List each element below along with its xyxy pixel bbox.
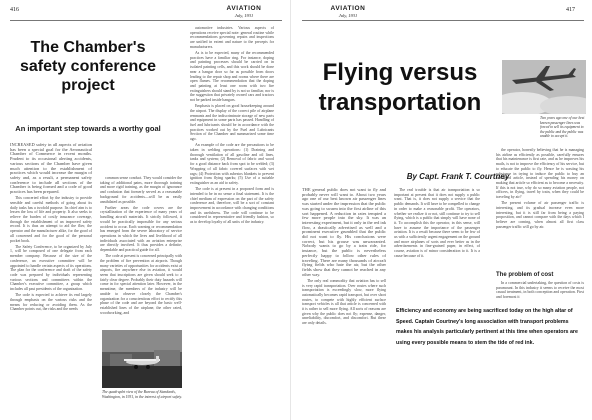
- left-col3-paragraph: As is to be expected, many of the recommended practices have a familiar ring. For instance, doping and painting processes should be carried on in isolated painting cells, and this work should be done near a hangar door so far as possible from doors leading to the repair shop and rooms where there are open flames. The recommendation that the doping and painting at least one room with two fire extinguishers should stand by is not so familiar, nor is the suggestion that privately owned cars and tractors not be parked inside hangars.: [190, 51, 274, 103]
- left-header-date: July, 1931: [234, 13, 254, 18]
- left-col1-paragraph: This concerted effort by the industry to provide sensible and careful methods of going about its daily tasks has a twofold purpose. Its chief aim is to lessen the loss of life and property. It also seeks to relieve the burden of costly insurance coverage, through the establishment of an improved safety record. It is thus an attempt to aid the flier, the operator and the manufacturer alike, for the good of all concerned and for the good of the personal pocket book.: [10, 196, 92, 243]
- right-page-number: 417: [566, 7, 575, 13]
- left-col1-paragraph: The Safety Conference, to be organized by July 1, will be composed of one delegate from each member company. Because of the size of the conference, an executive committee will be appointed to handle certain aspects of its operations. The plan for the conference and draft of the safety code was prepared by individuals representing various sections and committees within the Chamber's executive committee, a group which includes all past presidents of the organization.: [10, 244, 92, 292]
- article-callout: Efficiency and economy are being sacrificed today on the high altar of Speed. Captain Courtney's long association with transport problems makes his analysis particularly pertinent at this time when operators are using every possible means to stem the tide of red ink.: [396, 308, 578, 346]
- left-title-line-2: safety conference: [19, 58, 157, 75]
- left-col3-paragraph: Emphasis is placed on good housekeeping around the airport. The display of the correct pile of airplane remnants and the indiscriminate storage of new parts and equipment in some parts has passed. Handling of fuel and lubricants should be in accordance with the practices worked out by the Fuel and Lubricants Section of the Chamber and summarized some time ago.: [190, 104, 274, 142]
- left-article-title: [8, 38, 168, 95]
- left-header-rule: [10, 20, 282, 21]
- right-column-2: [394, 188, 480, 280]
- left-col1-paragraph: The code is expected to achieve its end largely through emphasis on the various risks and the means for reducing or avoiding them. As the Chamber points out, the risks and the needs: [10, 293, 92, 312]
- left-column-2: [100, 176, 182, 326]
- right-title-line-2: transportation: [318, 89, 482, 116]
- right-col1-paragraph: The only real commodity that aviation has to sell is very rapid transportation. Over routes where such transportation is exceedingly slow, more flying automatically becomes rapid transport, but over short routes, to compete with highly efficient surface transport vehicles is all that article is concerned with it is rather to sell more flying. All sorts of reasons are given why the public does not fly; expense, danger, unreliability, discomfort, and discomfort. But these are only details.: [302, 278, 386, 326]
- left-running-header: AVIATION: [226, 5, 262, 12]
- page-gutter: [290, 0, 291, 420]
- right-column-3-continued: [496, 281, 584, 305]
- section-heading: The problem of cost: [496, 272, 554, 278]
- left-col3-paragraph: The code is at present in a proposed form and is intended to be in no sense a final statement. It is the chief medium of expression on the part of the safety conference and, therefore, will be a sort of constant improvement in accordance with changing conditions and its usefulness. The code will continue to be considered in representative and friendly fashion, so as to develop loyalty of all units of the industry.: [190, 187, 274, 225]
- right-header-rule: [302, 20, 584, 21]
- right-column-1: [302, 188, 386, 410]
- left-article-subtitle: An important step towards a worthy goal: [15, 124, 161, 133]
- left-col1-paragraph: INCREASED safety in all aspects of aviation has been a special goal for the Aeronautical Chamber of Commerce in recent months. Prudent to its occasional alerting accidents, various sections of the Chamber have given much attention to the establishment of practices which would increase the margin of safety and, as a result, a permanent safety conference to include all sections of the Chamber is being formed and a code of good practices has been prepared.: [10, 143, 92, 195]
- left-col2-paragraph: common sense conduct. They would consider the taking of additional pains, more thorough training and more rigid training, as the margin of ignorance and confusion that formerly served as a reasonable background for accidents—will be as easily annihilated as possible.: [100, 176, 182, 204]
- right-col3-paragraph: the operator, honestly believing that he is managing his airline as efficiently as possible, carefully ensures that his maintenance is first rate, and as he improves his mails, is not to improve the efficiency of his service, but to educate the public to fly. Hence he is wasting his substance in trying to induce the public to buy an unwanted article, instead of spending his money on making that article so efficient as to become a necessity. If this is not true, why do so many aviation people, not officers, in flying, travel by train, when they could be traveling by air?: [496, 148, 584, 200]
- left-col3-paragraph: automotive industries. Various aspects of operations receive special note: general routine while recommendations governing repairs and inspections are unified in extent and nature to the precepts for manufacturers.: [190, 26, 274, 49]
- right-col1-paragraph: THE general public does not want to fly and probably never will want to. About two years ago one of our best known air passenger lines was started under the impression that the public was going to swarm into the first airline of this sort happened. A reduction in rates tempted a few more people into the sky. It was an interesting experiment, but it only in the red ink flow, a drastically advertised as well and a prominent executive grumbled that the public did not want to fly. His conclusions were correct, but his grouse was unwarranted. Nobody wants to go by a train ride, for instance, but the public is nevertheless perfectly happy to follow other rules of traveling. There are many thousands of aircraft flying fields who hate the air, but the other fields show that they cannot be reached in any other way.: [302, 188, 386, 277]
- left-column-3: [190, 26, 274, 410]
- airliner-photo-image: [502, 60, 586, 114]
- airplane-photo-image: [102, 330, 182, 388]
- right-article-title: [300, 58, 500, 118]
- left-col3-paragraph: An example of the code are the precautions to be taken in welding operations: (1) Draining and thorough ventilation of all gasoline and oil lines, tanks and system; (2) Removal of fabric and wood for a good distance back from spot to be welded; (3) Wrapping of all fabric covered surfaces with wet rags; (4) Protection with asbestos blankets to prevent ignition from flying sparks; (5) Use of a suitable extinguisher as an aid to safety.: [190, 143, 274, 185]
- right-header-date: July, 1931: [338, 13, 358, 18]
- right-article-photo: [502, 60, 586, 114]
- left-title-line-3: project: [61, 77, 115, 94]
- right-running-header: AVIATION: [330, 5, 366, 12]
- right-col3-paragraph: The present volume of air passenger traffic is interesting, and its gradual increase even more interesting, but it is still far from being a paying proposition, and cannot compare with the days which I believe are coming, when almost all first class passenger traffic will go by air.: [496, 201, 584, 229]
- left-page-number: 416: [10, 7, 19, 13]
- right-photo-caption: Two years ago one of our best known passenger lines was forced to sell its equipment to the public and the public was unable to accept it.: [540, 116, 585, 139]
- right-col3-paragraph: In a commercial undertaking, the question of costs is paramount. In this industry it seems to receive the most casual treatment, in both conception and operation. First and foremost it: [496, 281, 584, 300]
- left-column-1: [10, 143, 92, 410]
- author-byline: By Capt. Frank T. Courtney: [406, 172, 510, 181]
- left-col2-paragraph: Further areas the code covers are the crystallization of the experience of many years of handling aircraft materials. It strictly followed, it would be practically impossible for any serious accident to occur. Each warning or recommendation has emerged from the severe laboratory of service operations in which the lives and livelihood of all individuals associated with an aviation enterprise are directly involved. It thus provides a definite, dependable and practical guide for all.: [100, 205, 182, 253]
- right-col2-paragraph: The real trouble is that air transportation is so important at present that it does not supply a public want. That is, it does not supply a service that the public demands. It will have to be compelled to change in order to make a reasonable profit. The operators, whether we realize it or not, still continue to try to sell flying, which is a public that simply will have none of it. To accomplish this the operator, in this sense, will have to assume the importance of the passenger aviation. It is a result because there seem to be few of us with a sufficiently urgent engagement on the ground and more airplanes of sorts and ever better as in the advertisements in fine-grained paper, in effect, of course, aviation is of minor consideration to it. It is a cause because of it.: [394, 188, 480, 258]
- right-column-3: [496, 148, 584, 270]
- left-article-photo: [102, 330, 182, 388]
- left-photo-caption: The quadruplet view of the Bureau of Standards, Washington, in 1931, in the interest of airport safety.: [102, 390, 182, 399]
- left-title-line-1: The Chamber's: [30, 39, 146, 56]
- right-title-line-1: Flying versus: [322, 59, 478, 86]
- left-col2-paragraph: The code at present is concerned principally with the problem of fire prevention at airports. Though many varieties of opportunities for accidents exist at airports, fire anywhere else in aviation, it would seem that inscriptions are given should seek to a fairly clear degree. Probably their duty hazards will come in for special attention later. However, in the meantime, the members of the industry will be unable to observe closely the Chamber's organization for a conscientious effort to rectify this phase of the code and are beyond the basic well-established lines of the airplane, the other rated, woodworking, and: [100, 254, 182, 315]
